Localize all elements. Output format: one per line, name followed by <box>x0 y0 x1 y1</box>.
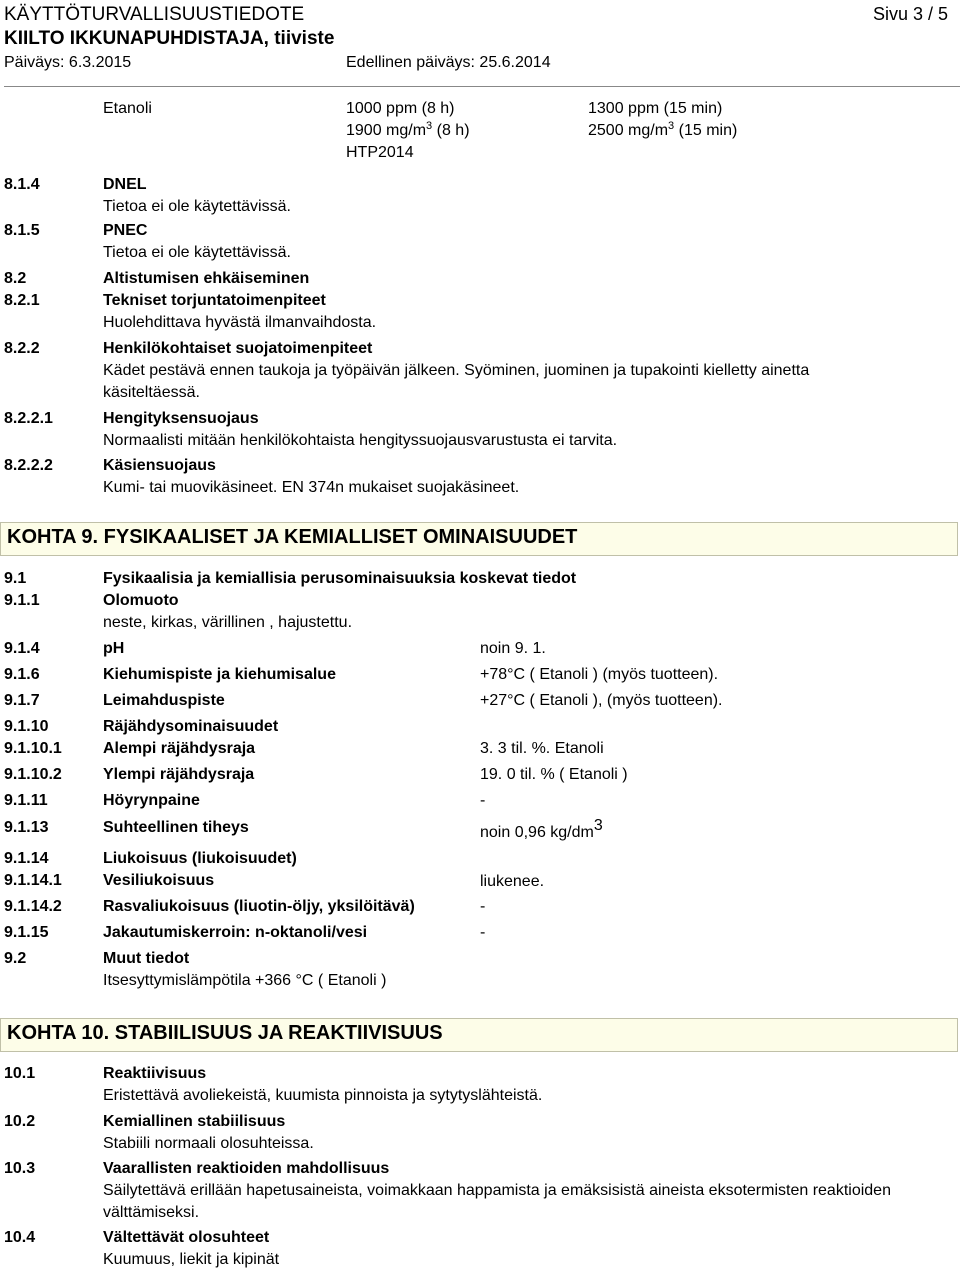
property-value: - <box>480 924 486 941</box>
property-name: Räjähdysominaisuudet <box>103 718 279 735</box>
section-number: 9.1.10.1 <box>4 740 62 757</box>
subsection-text: Tietoa ei ole käytettävissä. <box>103 244 291 261</box>
superscript-3: 3 <box>668 120 675 132</box>
section-number: 9.1.7 <box>4 692 40 709</box>
section-number: 9.1 <box>4 570 27 587</box>
section-number: 9.1.14.1 <box>4 872 62 889</box>
section-number: 9.1.13 <box>4 819 49 836</box>
section-number: 8.2.1 <box>4 292 40 309</box>
subsection-title: Henkilökohtaiset suojatoimenpiteet <box>103 340 373 357</box>
section-number: 8.2.2.1 <box>4 410 53 427</box>
document-header <box>4 4 954 76</box>
date-line <box>4 52 954 76</box>
property-name: Höyrynpaine <box>103 792 200 809</box>
subsection-text: Kumi- tai muovikäsineet. EN 374n mukaiset suojakäsineet. <box>103 479 520 496</box>
subsection-title: Tekniset torjuntatoimenpiteet <box>103 292 326 309</box>
property-name: Leimahduspiste <box>103 692 225 709</box>
subsection-text: Säilytettävä erillään hapetusaineista, voimakkaan happamista ja emäksisistä aineista eksotermisten reaktioiden <box>103 1182 891 1199</box>
subsection-title: Vältettävät olosuhteet <box>103 1229 270 1246</box>
property-name: Liukoisuus (liukoisuudet) <box>103 850 297 867</box>
property-name: pH <box>103 640 125 657</box>
property-value: liukenee. <box>480 873 545 890</box>
section-number: 10.1 <box>4 1065 36 1082</box>
exposure-limit-8h-ppm: 1000 ppm (8 h) <box>346 100 455 117</box>
section-number: 9.1.4 <box>4 640 40 657</box>
subsection-title: Vaarallisten reaktioiden mahdollisuus <box>103 1160 390 1177</box>
subsection-title: Käsiensuojaus <box>103 457 216 474</box>
property-name: Kiehumispiste ja kiehumisalue <box>103 666 336 683</box>
property-value: +78°C ( Etanoli ) (myös tuotteen). <box>480 666 719 683</box>
subsection-title: Reaktiivisuus <box>103 1065 207 1082</box>
subsection-text: Kädet pestävä ennen taukoja ja työpäivän jälkeen. Syöminen, juominen ja tupakointi kielletty ainetta <box>103 362 810 379</box>
section-9-heading <box>0 522 958 556</box>
superscript-3: 3 <box>426 120 433 132</box>
section-number: 8.2.2 <box>4 340 40 357</box>
subsection-title: Hengityksensuojaus <box>103 410 259 427</box>
section-number: 10.3 <box>4 1160 36 1177</box>
section-number: 8.2.2.2 <box>4 457 53 474</box>
property-value: - <box>480 898 486 915</box>
exposure-limit-8h-mg: 1900 $mg/m^3$ (8 h) <box>346 120 470 139</box>
section-number: 10.4 <box>4 1229 36 1246</box>
section-number: 9.1.10 <box>4 718 49 735</box>
exposure-limit-15min-mg: 2500 $mg/m^3$ (15 min) <box>588 120 738 139</box>
property-name: Ylempi räjähdysraja <box>103 766 255 783</box>
subsection-text: Kuumuus, liekit ja kipinät <box>103 1251 280 1268</box>
property-value: - <box>480 792 486 809</box>
property-name: Alempi räjähdysraja <box>103 740 256 757</box>
subsection-text: Eristettävä avoliekeistä, kuumista pinnoista ja sytytyslähteistä. <box>103 1087 543 1104</box>
property-name: Vesiliukoisuus <box>103 872 215 889</box>
section-number: 9.1.14.2 <box>4 898 62 915</box>
section-heading-text: KOHTA 9. FYSIKAALISET JA KEMIALLISET OMINAISUUDET <box>7 526 578 548</box>
section-10-heading <box>0 1018 958 1052</box>
property-name: Suhteellinen tiheys <box>103 819 249 836</box>
property-value: noin 0,96 $kg/dm^3$ <box>480 817 603 841</box>
section-number: 9.1.10.2 <box>4 766 62 783</box>
subsection-text: käsiteltäessä. <box>103 384 200 401</box>
section-number: 9.2 <box>4 950 27 967</box>
section-number: 9.1.1 <box>4 592 40 609</box>
section-number: 9.1.15 <box>4 924 49 941</box>
property-name: Jakautumiskerroin: n-oktanoli/vesi <box>103 924 368 941</box>
subsection-title: DNEL <box>103 176 147 193</box>
section-heading-text: KOHTA 10. STABIILISUUS JA REAKTIIVISUUS <box>7 1022 443 1044</box>
product-name: KIILTO IKKUNAPUHDISTAJA, tiiviste <box>4 28 335 49</box>
section-number: 8.1.5 <box>4 222 40 239</box>
subsection-text: Itsesyttymislämpötila +366 °C ( Etanoli ) <box>103 972 387 989</box>
property-value: 19. 0 til. % ( Etanoli ) <box>480 766 628 783</box>
property-name: Rasvaliukoisuus (liuotin-öljy, yksilöitävä) <box>103 898 415 915</box>
subsection-title: Muut tiedot <box>103 950 190 967</box>
subsection-text: Stabiili normaali olosuhteissa. <box>103 1135 314 1152</box>
exposure-source: HTP2014 <box>346 144 414 161</box>
section-number: 9.1.6 <box>4 666 40 683</box>
section-number: 8.1.4 <box>4 176 40 193</box>
section-number: 9.1.11 <box>4 792 48 809</box>
page-number: Sivu 3 / 5 <box>872 4 948 24</box>
subsection-title: Olomuoto <box>103 592 179 609</box>
subsection-title: Fysikaalisia ja kemiallisia perusominaisuuksia koskevat tiedot <box>103 570 577 587</box>
header-divider <box>4 86 960 87</box>
section-number: 10.2 <box>4 1113 36 1130</box>
subsection-title: Altistumisen ehkäiseminen <box>103 270 310 287</box>
exposure-limit-15min-ppm: 1300 ppm (15 min) <box>588 100 723 117</box>
property-value: +27°C ( Etanoli ), (myös tuotteen). <box>480 692 723 709</box>
section-number: 8.2 <box>4 270 27 287</box>
subsection-text: Normaalisti mitään henkilökohtaista hengityssuojausvarustusta ei tarvita. <box>103 432 618 449</box>
subsection-title: Kemiallinen stabiilisuus <box>103 1113 286 1130</box>
issue-date: Päiväys: 6.3.2015 <box>4 54 132 71</box>
subsection-text: välttämiseksi. <box>103 1204 200 1221</box>
property-value: 3. 3 til. %. Etanoli <box>480 740 604 757</box>
previous-date: Edellinen päiväys: 25.6.2014 <box>346 54 551 71</box>
subsection-text: Tietoa ei ole käytettävissä. <box>103 198 291 215</box>
superscript-3: 3 <box>593 817 603 834</box>
subsection-title: PNEC <box>103 222 148 239</box>
exposure-substance: Etanoli <box>103 100 152 117</box>
subsection-text: Huolehdittava hyvästä ilmanvaihdosta. <box>103 314 377 331</box>
subsection-text: neste, kirkas, värillinen , hajustettu. <box>103 614 353 631</box>
section-number: 9.1.14 <box>4 850 49 867</box>
document-title: KÄYTTÖTURVALLISUUSTIEDOTE <box>4 4 305 25</box>
property-value: noin 9. 1. <box>480 640 546 657</box>
